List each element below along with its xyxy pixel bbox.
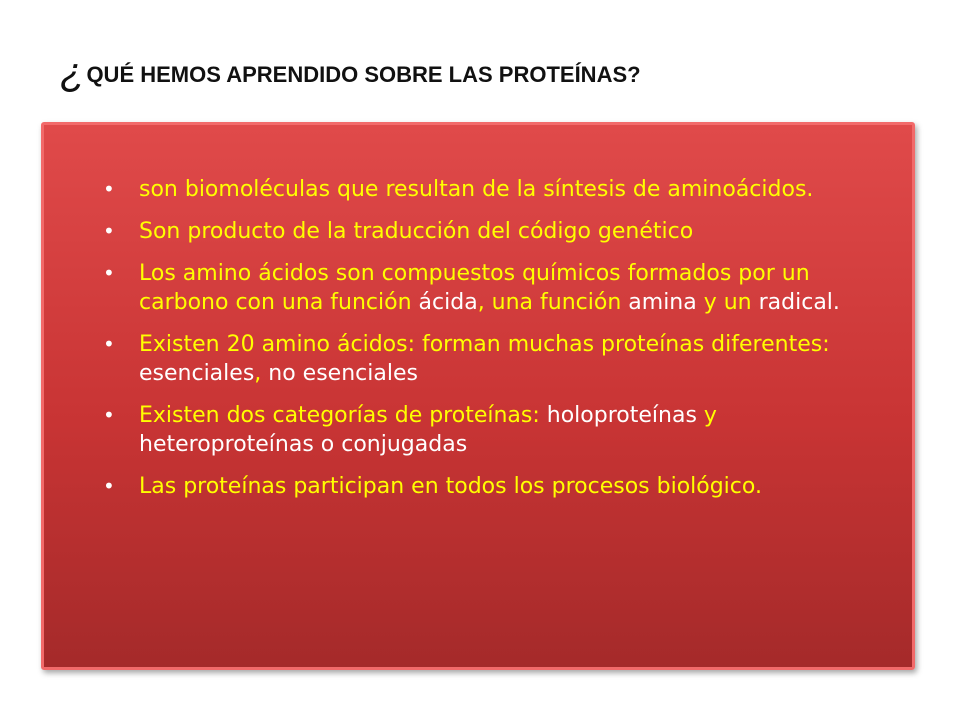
bullet-dot-icon: • (103, 261, 115, 285)
bullet-text-segment: Existen 20 amino ácidos: forman muchas proteínas diferentes: (139, 332, 830, 357)
bullet-text-segment: Existen dos categorías de proteínas: (139, 403, 547, 428)
bullet-text-segment: son biomoléculas que resultan de la síntesis de aminoácidos. (139, 177, 814, 202)
bullet-dot-icon: • (103, 177, 115, 201)
bullet-item (96, 259, 896, 317)
bullet-item (96, 217, 896, 246)
bullet-text-segment: , una función (477, 290, 629, 315)
bullet-text-segment: Son producto de la traducción del código genético (139, 219, 694, 244)
bullet-item (96, 401, 896, 459)
bullet-text-segment: y un (696, 290, 759, 315)
title-text: QUÉ HEMOS APRENDIDO SOBRE LAS PROTEÍNAS? (86, 62, 641, 87)
bullet-text-segment: , (254, 361, 269, 386)
bullet-text-segment: esenciales (139, 361, 255, 386)
slide-title (60, 46, 920, 101)
bullet-item (96, 330, 896, 388)
bullet-item (96, 472, 896, 501)
bullet-text-segment: no esenciales (268, 361, 418, 386)
bullet-text-segment: heteroproteínas o conjugadas (139, 432, 468, 457)
bullet-text-segment: amina (628, 290, 697, 315)
bullet-text-segment: y (696, 403, 717, 428)
title-question-mark: ¿ (60, 50, 85, 94)
bullet-text-segment: Los amino ácidos son compuestos químicos formados por un carbono con una función (139, 261, 810, 315)
bullet-dot-icon: • (103, 474, 115, 498)
bullet-list (96, 175, 896, 514)
bullet-text-segment: Las proteínas participan en todos los procesos biológico. (139, 474, 762, 499)
bullet-text-segment: ácida (418, 290, 478, 315)
bullet-dot-icon: • (103, 403, 115, 427)
bullet-dot-icon: • (103, 219, 115, 243)
content-panel (41, 122, 915, 670)
bullet-text-segment: radical. (758, 290, 840, 315)
bullet-item (96, 175, 896, 204)
bullet-text-segment: holoproteínas (546, 403, 697, 428)
bullet-dot-icon: • (103, 332, 115, 356)
